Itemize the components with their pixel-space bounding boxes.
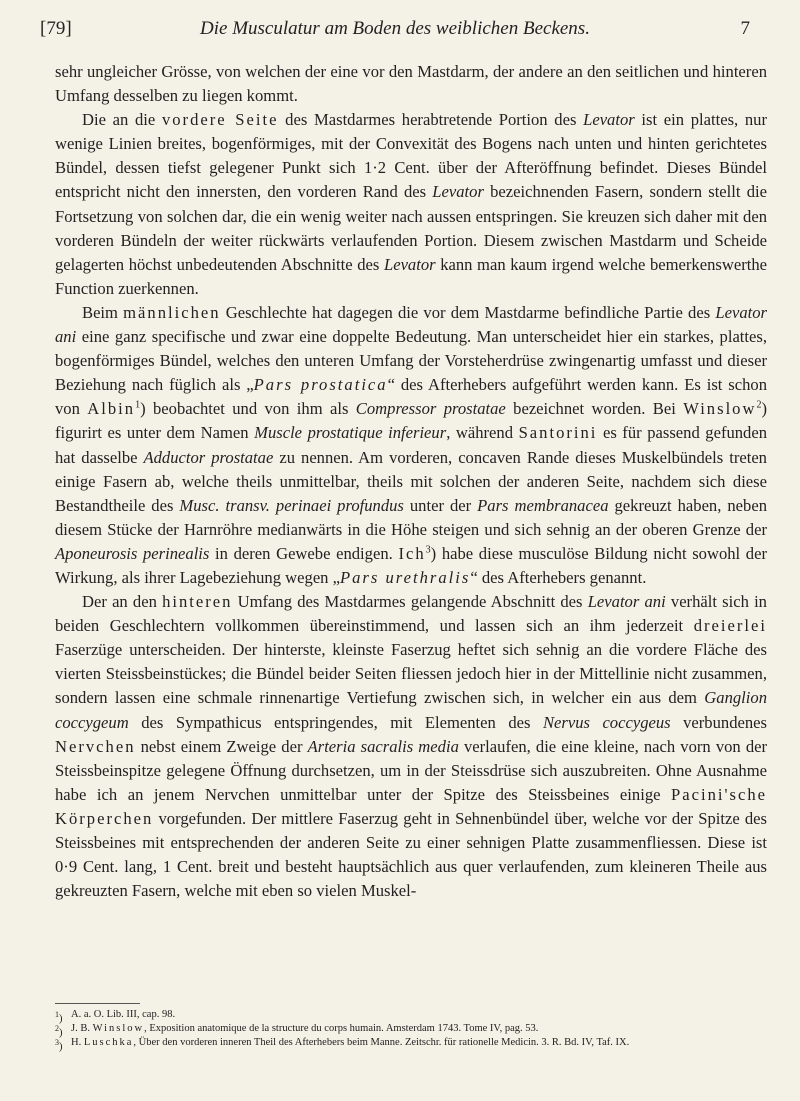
footnote-marker: 3 [55, 1038, 59, 1047]
footnote-reference: 2 [756, 399, 762, 411]
text-run: A. a. O. Lib. III, cap. 98. [71, 1009, 176, 1020]
running-title: Die Musculatur am Boden des weiblichen Beckens. [200, 18, 590, 39]
text-run: vorgefunden. Der mittlere Faserzug geht in Sehnenbündel über, welche vor der Spitze des Steissbeines mit entsprechenden der anderen Seite zu einer sehnigen Platte zusammenfliessen. Diese ist 0·9 Cent. lang, 1 Cent. breit und besteht hauptsächlich aus quer verlaufenden, zum kleineren Theile aus gekreuzten Fasern, welche mit eben so vielen Muskel- [55, 808, 767, 901]
italic-term: Pars membranacea [477, 495, 609, 515]
footnote-reference: 1 [135, 399, 141, 411]
text-run: “ des Afterhebers genannt. [470, 567, 647, 587]
footnote-marker: 1 [55, 1010, 59, 1019]
page-reference: [79] [40, 18, 72, 39]
footnote-reference: 3 [425, 544, 431, 556]
italic-term: Muscle prostatique inferieur [254, 423, 447, 443]
text-run: , während [446, 423, 519, 443]
spaced-term: Pacini'sche Körperchen [55, 784, 767, 828]
italic-term: Musc. transv. perinaei profundus [179, 495, 404, 515]
italic-term: Ganglion coccygeum [55, 688, 767, 732]
italic-term: Compressor prostatae [355, 399, 506, 419]
footnote-rule [55, 1003, 140, 1004]
text-run: H. [71, 1037, 84, 1048]
text-run: verlaufen, die eine kleine, nach vorn von der Steissbeinspitze gelegene Öffnung durchsetzen, um in der Steissdrüse sich auszubreiten. Ohne Ausnahme habe ich an jenem Nervchen unmittelbar unter der Spitze des Steissbeines einige [55, 736, 768, 804]
text-run: zu nennen. Am vorderen, concaven Rande dieses Muskelbündels treten einige Fasern ab, welche theils unmittelbar, theils mit solchen der anderen Seite, nachdem sich diese Bestandtheile des [55, 447, 767, 515]
text-run: eine ganz specifische und zwar eine doppelte Bedeutung. Man unterscheidet hier ein starkes, plattes, bogenförmiges Bündel, welches den unteren Umfang der Vorsteherdrüse zwingenartig umfasst und dieser Beziehung nach füglich als „ [55, 327, 767, 395]
text-run: ) figurirt es unter dem Namen [55, 399, 767, 443]
text-run: ) habe diese musculöse Bildung nicht sowohl der Wirkung, als ihrer Lagebeziehung wegen „ [55, 543, 767, 587]
spaced-term: Ich [398, 543, 426, 563]
footnote [55, 1022, 767, 1039]
italic-term: Levator [432, 182, 484, 202]
spaced-term: hinteren [162, 592, 233, 612]
text-run: “ des Afterhebers aufgeführt werden kann. Es ist schon von [55, 375, 767, 419]
spaced-term: Santorini [518, 423, 598, 443]
text-run: nebst einem Zweige der [135, 736, 308, 756]
footnote-number: $^2$) [55, 1024, 63, 1039]
italic-term: Adductor prostatae [143, 447, 274, 467]
text-run: ) beobachtet und von ihm als [140, 399, 356, 419]
spaced-term: Winslow [92, 1023, 145, 1034]
spaced-term: dreierlei [693, 616, 767, 636]
italic-term: Arteria sacralis media [307, 736, 459, 756]
spaced-term: Winslow [683, 399, 757, 419]
text-run: in deren Gewebe endigen. [209, 543, 399, 563]
footnote [55, 1036, 767, 1053]
text-run: bezeichnenden Fasern, sondern stellt die Fortsetzung von solchen dar, die ein wenig weiter nach aussen entspringen. Sie kreuzen sich daher mit den vorderen Bündeln der weiter rückwärts verlaufenden Portion. Diesem zwischen Mastdarm und Scheide gelagerten höchst unbedeutenden Abschnitte des [55, 182, 767, 274]
page-number: 7 [740, 18, 750, 39]
text-run: Der an den [82, 592, 163, 612]
text-run: Beim [82, 302, 124, 322]
spaced-term: männlichen [123, 302, 221, 322]
text-run: kann man kaum irgend welche bemerkenswerthe Function zuerkennen. [55, 254, 767, 298]
text-run: verbundenes [670, 712, 767, 732]
text-run: sehr ungleicher Grösse, von welchen der eine vor den Mastdarm, der andere an den seitlichen und hinteren Umfang desselben zu liegen kommt. [55, 62, 767, 106]
paragraph [55, 301, 767, 590]
text-run: J. B. [71, 1023, 93, 1034]
text-run: , Exposition anatomique de la structure du corps humain. Amsterdam 1743. Tome IV, pag. 53. [144, 1023, 539, 1034]
text-run: unter der [403, 495, 478, 515]
paragraph [55, 60, 767, 108]
text-run: des Mastdarmes herabtretende Portion des [278, 110, 584, 130]
italic-term: Levator [383, 254, 436, 274]
spaced-term: Albin [87, 399, 136, 419]
footnote [55, 1008, 767, 1025]
italic-spaced-term: Pars prostatica [253, 375, 388, 395]
text-run: bezeichnet worden. Bei [505, 399, 684, 419]
footnote-number: $^3$) [55, 1038, 63, 1053]
italic-term: Levator [583, 110, 635, 130]
italic-term: Nervus coccygeus [542, 712, 671, 732]
body-text [55, 60, 767, 903]
text-run: verhält sich in beiden Geschlechtern vollkommen übereinstimmend, und lassen sich an ihm jederzeit [55, 592, 767, 636]
italic-term: Levator ani [55, 302, 767, 347]
text-run: Die an die [82, 110, 162, 130]
spaced-term: Nervchen [55, 736, 136, 756]
text-run: gekreuzt haben, neben diesem Stücke der Harnröhre medianwärts in die Höhe steigen und sich sehnig an der oberen Grenze der [55, 495, 767, 539]
text-run: Umfang des Mastdarmes gelangende Abschnitt des [232, 592, 588, 612]
footnotes [55, 1008, 767, 1053]
text-run: Faserzüge unterscheiden. Der hinterste, kleinste Faserzug heftet sich sehnig an die vordere Fläche des vierten Steissbeinstückes; die Bündel beider Seiten fliessen jedoch hier in der Mittellinie nicht zusammen, sondern lassen eine schmale rinnenartige Vertiefung zwischen sich, in welcher ein aus dem [55, 640, 767, 708]
spaced-term: Luschka [83, 1037, 134, 1048]
text-run: Geschlechte hat dagegen die vor dem Mastdarme befindliche Partie des [220, 302, 716, 322]
paragraph [55, 590, 767, 903]
text-run: , Über den vorderen inneren Theil des Afterhebers beim Manne. Zeitschr. für rationelle Medicin. 3. R. Bd. IV, Taf. IX. [133, 1037, 630, 1048]
italic-term: Aponeurosis perinealis [55, 543, 210, 563]
text-run: des Sympathicus entspringendes, mit Elementen des [128, 712, 543, 732]
italic-term: Levator ani [587, 592, 666, 612]
footnote-marker: 2 [55, 1024, 59, 1033]
paragraph [55, 108, 767, 301]
italic-spaced-term: Pars urethralis [340, 567, 471, 587]
text-run: ist ein plattes, nur wenige Linien breites, bogenförmiges, mit der Convexität des Bogens nach unten und hinten gerichtetes Bündel, dessen tiefst gelegener Punkt sich 1·2 Cent. über der Afteröffnung befindet. Dieses Bündel entspricht nicht den innersten, den vorderen Rand des [55, 110, 767, 202]
spaced-term: vordere Seite [161, 110, 279, 130]
footnote-number: $^1$) [55, 1010, 63, 1025]
running-header [40, 18, 750, 46]
text-run: es für passend gefunden hat dasselbe [55, 423, 768, 467]
